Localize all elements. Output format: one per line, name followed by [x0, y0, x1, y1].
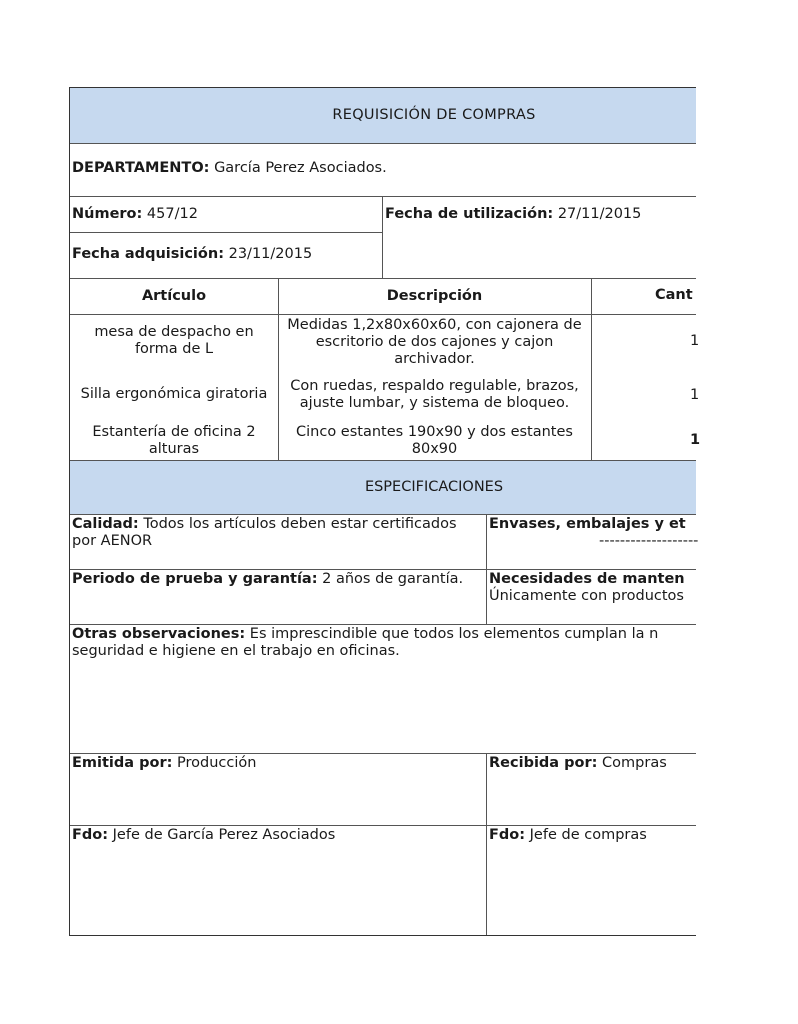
- fecha-adquisicion-value: 23/11/2015: [228, 246, 313, 262]
- necesidades-label: Necesidades de manten: [489, 571, 685, 587]
- calidad-value: Todos los artículos deben estar certificados por AENOR: [72, 516, 457, 549]
- table-row-1-articulo: mesa de despacho en forma de L: [94, 324, 254, 357]
- fdo-left-value: Jefe de García Perez Asociados: [112, 827, 336, 843]
- table-row-1-cantidad: 1: [690, 333, 700, 349]
- otras-observaciones-value: Es imprescindible que todos los elementos cumplan la n seguridad e higiene en el trabajo en oficinas.: [72, 626, 659, 659]
- header-descripcion: Descripción: [386, 287, 483, 304]
- necesidades-value: Únicamente con productos: [489, 588, 684, 604]
- recibida-field: [487, 753, 696, 825]
- fdo-right-value: Jefe de compras: [529, 827, 647, 843]
- periodo-label: Periodo de prueba y garantía:: [72, 571, 318, 587]
- periodo-value: 2 años de garantía.: [322, 571, 464, 587]
- periodo-field: [70, 569, 486, 624]
- otras-observaciones-field: [70, 624, 696, 753]
- fecha-utilizacion-value: 27/11/2015: [557, 206, 642, 222]
- especificaciones-title: ESPECIFICACIONES: [364, 479, 504, 495]
- recibida-label: Recibida por:: [489, 755, 598, 771]
- calidad-field: [70, 514, 486, 569]
- emitida-label: Emitida por:: [72, 755, 173, 771]
- table-row-3-articulo: Estantería de oficina 2 alturas: [92, 424, 256, 457]
- otras-observaciones-label: Otras observaciones:: [72, 626, 246, 642]
- departamento-label: DEPARTAMENTO:: [72, 160, 210, 176]
- requisition-form: [69, 87, 701, 936]
- departamento-value: García Perez Asociados.: [214, 160, 387, 176]
- fdo-right-label: Fdo:: [489, 827, 526, 843]
- fdo-right-field: [487, 825, 696, 935]
- emitida-field: [70, 753, 486, 825]
- envases-label: Envases, embalajes y et: [489, 516, 686, 532]
- fecha-adquisicion-label: Fecha adquisición:: [72, 246, 224, 262]
- emitida-value: Producción: [177, 755, 257, 771]
- fecha-utilizacion-label: Fecha de utilización:: [385, 206, 554, 222]
- table-row-2-articulo: Silla ergonómica giratoria: [80, 385, 268, 402]
- table-row-3-descripcion: Cinco estantes 190x90 y dos estantes 80x90: [296, 424, 573, 457]
- calidad-label: Calidad:: [72, 516, 139, 532]
- numero-label: Número:: [72, 206, 143, 222]
- table-row-3-cantidad: 1: [690, 432, 701, 448]
- necesidades-field: [487, 569, 696, 624]
- table-row-2-cantidad: 1: [690, 387, 700, 403]
- numero-field: [70, 204, 382, 224]
- fdo-left-label: Fdo:: [72, 827, 109, 843]
- numero-value: 457/12: [146, 206, 198, 222]
- fecha-adquisicion-field: [70, 244, 382, 264]
- form-title: REQUISICIÓN DE COMPRAS: [332, 107, 536, 123]
- table-row-2-descripcion: Con ruedas, respaldo regulable, brazos, ajuste lumbar, y sistema de bloqueo.: [290, 378, 579, 411]
- header-cantidad: Cant: [655, 287, 693, 303]
- table-row-1-descripcion: Medidas 1,2x80x60x60, con cajonera de escritorio de dos cajones y cajon archivador.: [287, 316, 582, 367]
- departamento-field: [70, 158, 696, 178]
- envases-field: [487, 514, 699, 569]
- recibida-value: Compras: [602, 755, 667, 771]
- header-articulo: Artículo: [141, 287, 207, 304]
- envases-value: -------------------: [599, 533, 699, 549]
- fdo-left-field: [70, 825, 486, 935]
- fecha-utilizacion-field: [383, 204, 696, 224]
